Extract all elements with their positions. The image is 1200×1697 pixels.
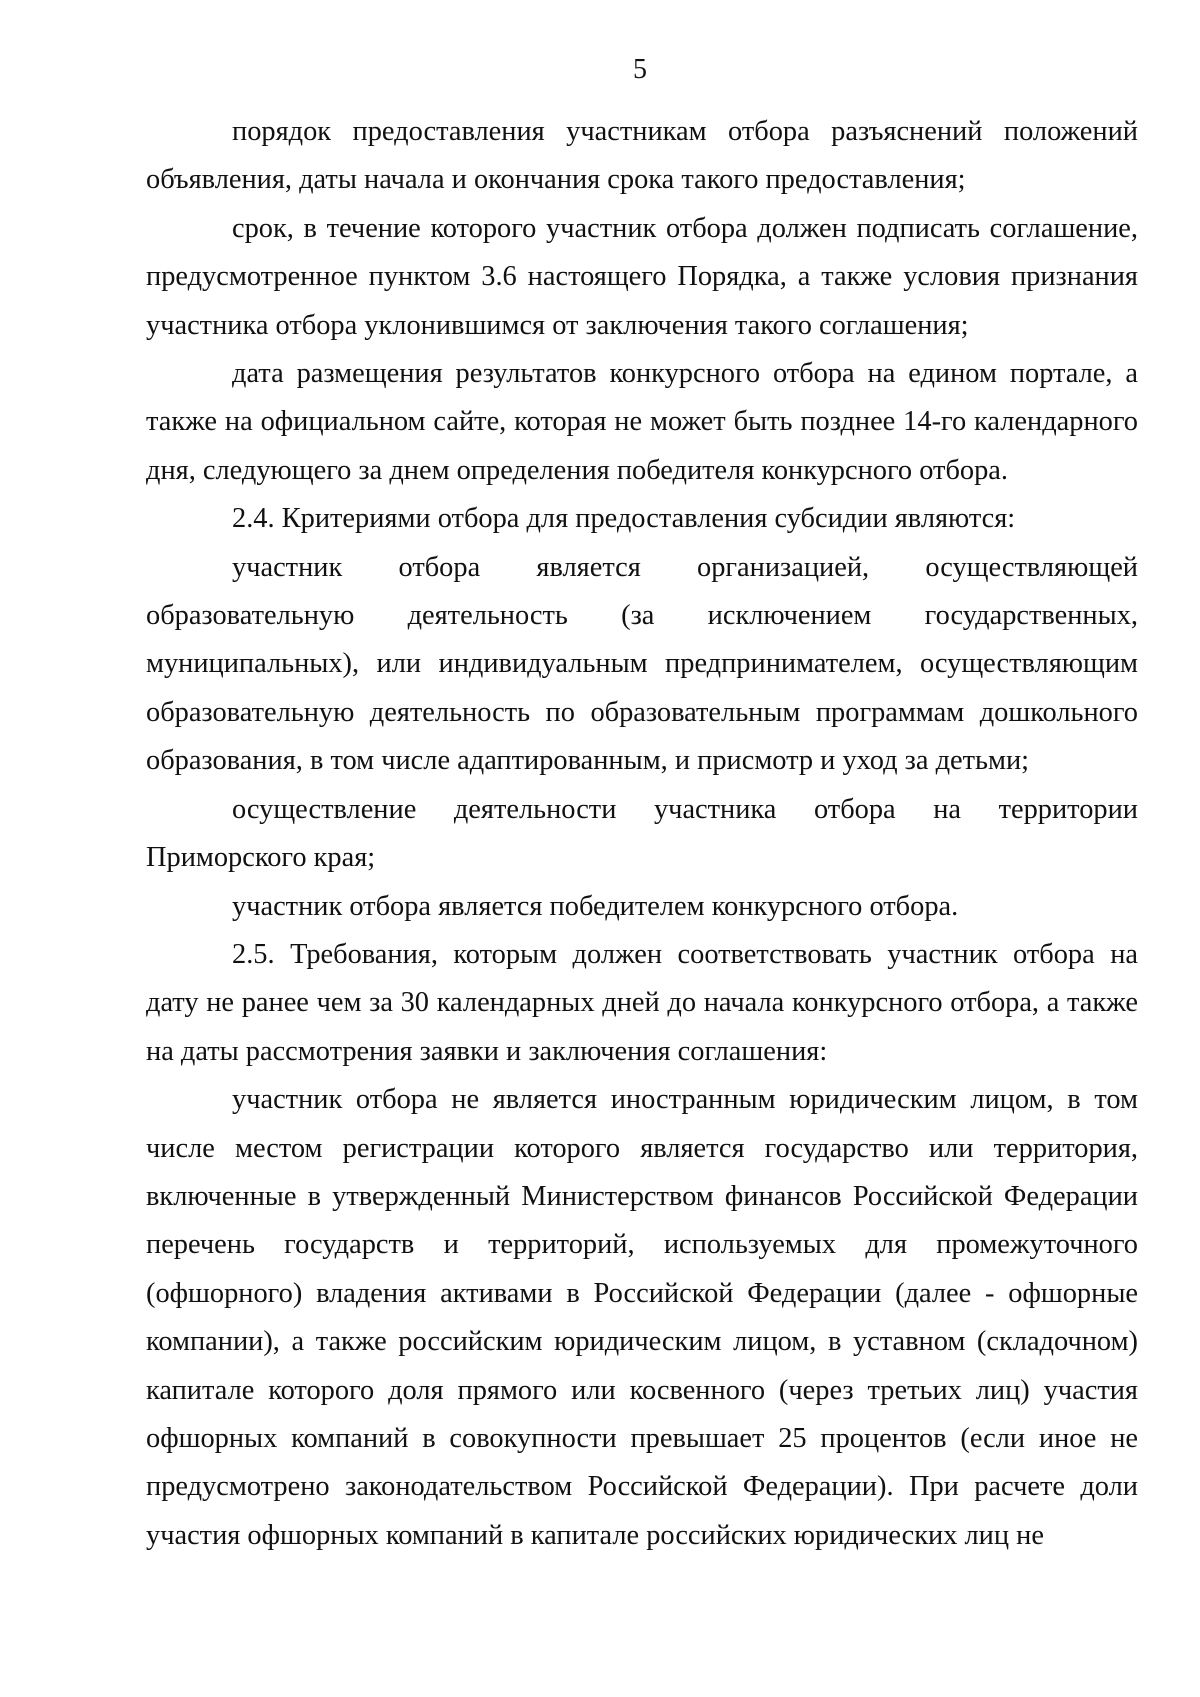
paragraph-offshore-requirement: участник отбора не является иностранным юридическим лицом, в том числе местом регистрации которого является государство или территория, включенные в утвержденный Министерством финансов Российской Федерации перечень государств и территорий, используемых для промежуточного (офшорного) владения активами в Российской Федерации (далее - офшорные компании), а также российским юридическим лицом, в уставном (складочном) капитале которого доля прямого или косвенного (через третьих лиц) участия офшорных компаний в совокупности превышает 25 процентов (если иное не предусмотрено законодательством Российской Федерации). При расчете доли участия офшорных компаний в капитале российских юридических лиц не — [146, 1084, 1138, 1551]
paragraph-section-2-5-requirements: 2.5. Требования, которым должен соответствовать участник отбора на дату не ранее чем за 30 календарных дней до начала конкурсного отбора, а также на даты рассмотрения заявки и заключения соглашения: — [146, 938, 1138, 1067]
paragraph-agreement-signing-term: срок, в течение которого участник отбора должен подписать соглашение, предусмотренное пунктом 3.6 настоящего Порядка, а также условия признания участника отбора уклонившимся от заключения такого соглашения; — [146, 212, 1138, 341]
paragraph-results-publication-date: дата размещения результатов конкурсного отбора на едином портале, а также на официальном сайте, которая не может быть позднее 14-го календарного дня, следующего за днем определения победителя конкурсного отбора. — [146, 358, 1138, 486]
page-number: 5 — [633, 54, 647, 85]
document-body — [146, 108, 1138, 1560]
paragraph-criterion-territory: осуществление деятельности участника отбора на территории Приморского края; — [146, 793, 1138, 874]
paragraph-criterion-organization: участник отбора является организацией, осуществляющей образовательную деятельность (за исключением государственных, муниципальных), или индивидуальным предпринимателем, осуществляющим образовательную деятельность по образовательным программам дошкольного образования, в том числе адаптированным, и присмотр и уход за детьми; — [146, 551, 1138, 777]
paragraph-section-2-4-heading: 2.4. Критериями отбора для предоставления субсидии являются: — [232, 503, 1016, 535]
paragraph-clarifications-procedure: порядок предоставления участникам отбора разъяснений положений объявления, даты начала и окончания срока такого предоставления; — [146, 116, 1138, 196]
paragraph-criterion-winner: участник отбора является победителем конкурсного отбора. — [232, 890, 959, 922]
